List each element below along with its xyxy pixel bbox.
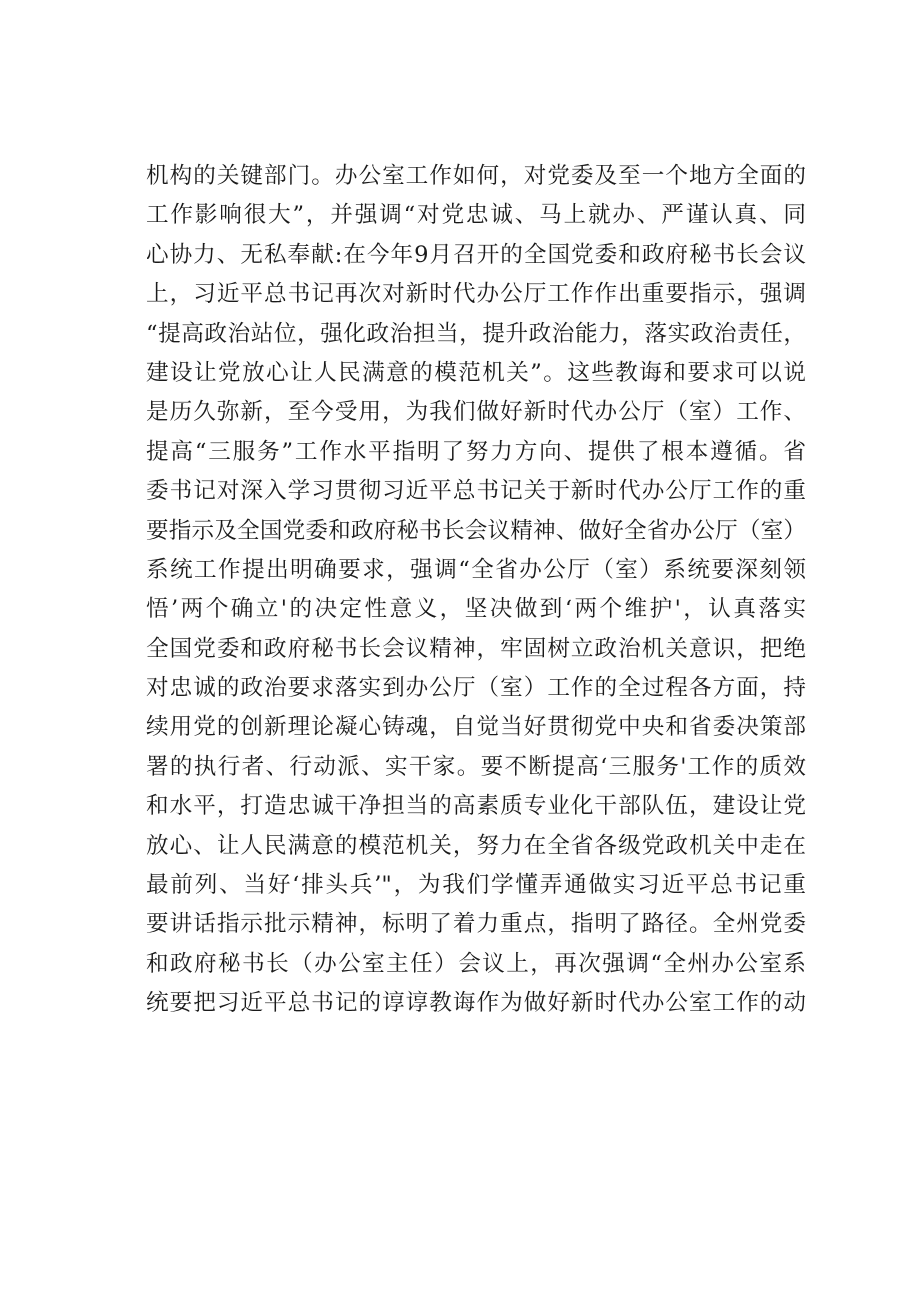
text-line: 署的执行者、行动派、实干家。要不断提高‘三服务'工作的质效 [146,753,806,780]
text-line: 悟’两个确立'的决定性意义，坚决做到‘两个维护'，认真落实 [146,596,806,623]
text-line: 统要把习近平总书记的谆谆教诲作为做好新时代办公室工作的动 [146,990,806,1017]
text-line: 和政府秘书长（办公室主任）会议上，再次强调“全州办公室系 [146,950,806,977]
text-line: 对忠诚的政治要求落实到办公厅（室）工作的全过程各方面，持 [146,675,806,702]
text-line: 委书记对深入学习贯彻习近平总书记关于新时代办公厅工作的重 [146,478,806,505]
text-line: 工作影响很大”，并强调“对党忠诚、马上就办、严谨认真、同 [146,202,806,229]
text-line: 提高“三服务”工作水平指明了努力方向、提供了根本遵循。省 [146,438,806,465]
text-line: “提高政治站位，强化政治担当，提升政治能力，落实政治责任， [146,320,806,347]
text-line: 建设让党放心让人民满意的模范机关”。这些教诲和要求可以说 [146,359,806,386]
text-line: 系统工作提出明确要求，强调“全省办公厅（室）系统要深刻领 [146,556,806,583]
text-line: 最前列、当好‘排头兵’"，为我们学懂弄通做实习近平总书记重 [146,872,806,899]
body-text [146,157,806,1024]
text-line: 全国党委和政府秘书长会议精神，牢固树立政治机关意识，把绝 [146,635,806,662]
text-line: 续用党的创新理论凝心铸魂，自觉当好贯彻党中央和省委决策部 [146,714,806,741]
text-line: 放心、让人民满意的模范机关，努力在全省各级党政机关中走在 [146,832,806,859]
text-line: 和水平，打造忠诚干净担当的高素质专业化干部队伍，建设让党 [146,793,806,820]
text-line: 上，习近平总书记再次对新时代办公厅工作作出重要指示，强调 [146,281,806,308]
text-line: 要指示及全国党委和政府秘书长会议精神、做好全省办公厅（室） [146,517,806,544]
text-line: 机构的关键部门。办公室工作如何，对党委及至一个地方全面的 [146,163,806,189]
text-line: 要讲话指示批示精神，标明了着力重点，指明了路径。全州党委 [146,911,806,938]
text-line: 心协力、无私奉献:在今年9月召开的全国党委和政府秘书长会议 [146,241,806,268]
text-line: 是历久弥新，至今受用，为我们做好新时代办公厅（室）工作、 [146,399,806,426]
